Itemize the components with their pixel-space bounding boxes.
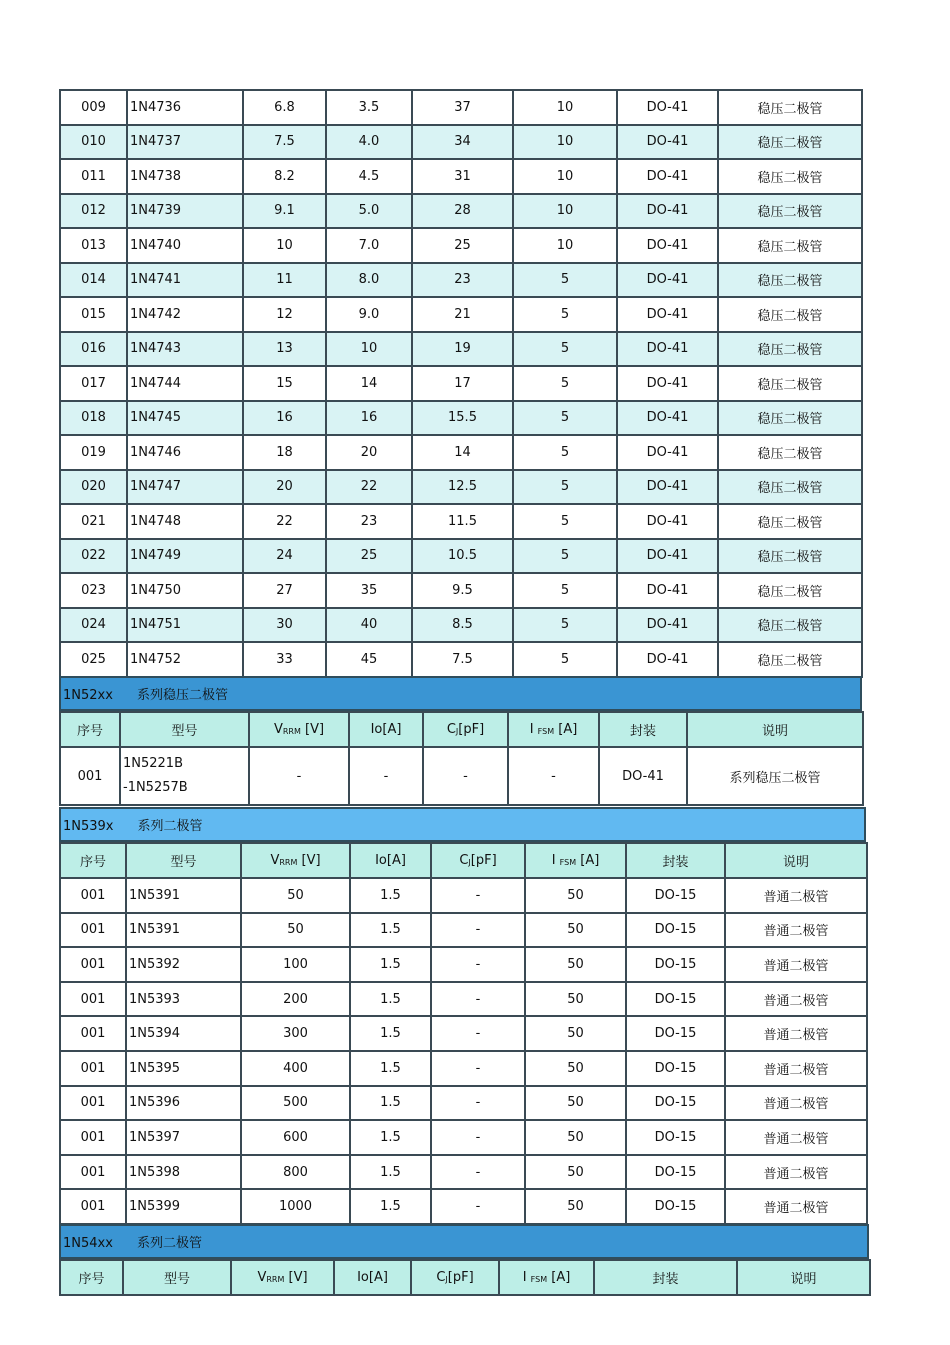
cell-c3: 37 (412, 90, 513, 125)
cell-c3: 25 (412, 228, 513, 263)
section-title: 系列二极管 (136, 1236, 202, 1251)
cell-c1: 10 (243, 228, 326, 263)
cell-pkg: DO-41 (599, 747, 687, 805)
table-row (60, 947, 867, 982)
cell-cj: - (423, 747, 508, 805)
header-row (60, 1260, 870, 1295)
cell-model: 1N5391 (126, 878, 241, 913)
table-row (60, 297, 862, 332)
table-row (60, 504, 862, 539)
cell-io: 1.5 (350, 1016, 431, 1051)
section-band (59, 1224, 869, 1259)
header-desc: 说明 (725, 843, 867, 878)
cell-cj: - (431, 878, 525, 913)
cell-c3: 34 (412, 125, 513, 160)
section-title: 系列二极管 (137, 819, 203, 834)
cell-no: 009 (60, 90, 127, 125)
table-row (60, 263, 862, 298)
cell-c4: 5 (513, 263, 617, 298)
cell-cj: - (431, 982, 525, 1017)
cell-ifsm: 50 (525, 1086, 626, 1121)
header-pkg: 封装 (626, 843, 725, 878)
section-1n539x (59, 807, 866, 1225)
table-row (60, 539, 862, 574)
cell-c2: 4.5 (326, 159, 412, 194)
cell-vrrm: 300 (241, 1016, 350, 1051)
cell-model: 1N4748 (127, 504, 243, 539)
header-no: 序号 (60, 712, 120, 747)
cell-c1: 24 (243, 539, 326, 574)
cell-no: 025 (60, 642, 127, 677)
table-row (60, 332, 862, 367)
cell-no: 021 (60, 504, 127, 539)
cell-desc: 稳压二极管 (718, 435, 862, 470)
cell-io: 1.5 (350, 1051, 431, 1086)
cell-no: 013 (60, 228, 127, 263)
table-row (60, 401, 862, 436)
cell-pkg: DO-41 (617, 332, 718, 367)
cell-desc: 普通二极管 (725, 982, 867, 1017)
cell-pkg: DO-41 (617, 263, 718, 298)
cell-no: 020 (60, 470, 127, 505)
cell-c2: 23 (326, 504, 412, 539)
cell-c1: 13 (243, 332, 326, 367)
table-row (60, 747, 863, 805)
cell-pkg: DO-15 (626, 1051, 725, 1086)
cell-model: 1N4737 (127, 125, 243, 160)
table-row (60, 470, 862, 505)
cell-ifsm: 50 (525, 913, 626, 948)
cell-no: 015 (60, 297, 127, 332)
cell-ifsm: 50 (525, 947, 626, 982)
cell-c4: 5 (513, 401, 617, 436)
cell-c1: 9.1 (243, 194, 326, 229)
cell-c1: 12 (243, 297, 326, 332)
header-ifsm: I $_{FSM}$ [A] (508, 712, 599, 747)
header-io: Io[A] (334, 1260, 411, 1295)
table-row (60, 125, 862, 160)
cell-pkg: DO-41 (617, 608, 718, 643)
cell-cj: - (431, 1016, 525, 1051)
cell-io: 1.5 (350, 1086, 431, 1121)
cell-cj: - (431, 1189, 525, 1224)
cell-pkg: DO-15 (626, 1155, 725, 1190)
section-prefix: 1N54xx (63, 1236, 113, 1251)
cell-c2: 22 (326, 470, 412, 505)
cell-cj: - (431, 1155, 525, 1190)
cell-desc: 稳压二极管 (718, 332, 862, 367)
cell-pkg: DO-41 (617, 435, 718, 470)
header-ifsm: I $_{FSM}$ [A] (525, 843, 626, 878)
cell-desc: 稳压二极管 (718, 608, 862, 643)
cell-c4: 5 (513, 332, 617, 367)
cell-c2: 4.0 (326, 125, 412, 160)
cell-c2: 16 (326, 401, 412, 436)
cell-vrrm: 1000 (241, 1189, 350, 1224)
table-row (60, 1086, 867, 1121)
cell-c2: 35 (326, 573, 412, 608)
cell-desc: 普通二极管 (725, 878, 867, 913)
table-row (60, 1051, 867, 1086)
cell-c4: 5 (513, 573, 617, 608)
cell-vrrm: 200 (241, 982, 350, 1017)
cell-pkg: DO-41 (617, 539, 718, 574)
cell-desc: 普通二极管 (725, 1155, 867, 1190)
table-row (60, 878, 867, 913)
header-row (60, 843, 867, 878)
table-row (60, 435, 862, 470)
cell-pkg: DO-15 (626, 1120, 725, 1155)
cell-desc: 稳压二极管 (718, 297, 862, 332)
cell-no: 017 (60, 366, 127, 401)
cell-pkg: DO-41 (617, 401, 718, 436)
cell-no: 023 (60, 573, 127, 608)
cell-desc: 稳压二极管 (718, 504, 862, 539)
cell-c4: 5 (513, 297, 617, 332)
cell-vrrm: 400 (241, 1051, 350, 1086)
cell-ifsm: 50 (525, 1051, 626, 1086)
cell-no: 001 (60, 1051, 126, 1086)
section-1n52xx (59, 676, 862, 806)
cell-c4: 10 (513, 125, 617, 160)
cell-c1: 8.2 (243, 159, 326, 194)
header-pkg: 封装 (599, 712, 687, 747)
cell-ifsm: 50 (525, 1189, 626, 1224)
cell-desc: 稳压二极管 (718, 194, 862, 229)
cell-ifsm: 50 (525, 1120, 626, 1155)
cell-model: 1N4743 (127, 332, 243, 367)
cell-c3: 12.5 (412, 470, 513, 505)
cell-vrrm: 100 (241, 947, 350, 982)
cell-pkg: DO-15 (626, 1086, 725, 1121)
header-cj: $C_J[pF]$ (423, 712, 508, 747)
cell-cj: - (431, 1086, 525, 1121)
cell-c4: 5 (513, 435, 617, 470)
cell-desc: 稳压二极管 (718, 539, 862, 574)
cell-io: 1.5 (350, 878, 431, 913)
cell-desc: 稳压二极管 (718, 159, 862, 194)
cell-desc: 稳压二极管 (718, 470, 862, 505)
cell-pkg: DO-41 (617, 159, 718, 194)
cell-c3: 17 (412, 366, 513, 401)
cell-model: 1N4741 (127, 263, 243, 298)
cell-no: 024 (60, 608, 127, 643)
cell-pkg: DO-15 (626, 1189, 725, 1224)
cell-c3: 19 (412, 332, 513, 367)
cell-pkg: DO-41 (617, 642, 718, 677)
cell-c3: 21 (412, 297, 513, 332)
cell-c2: 7.0 (326, 228, 412, 263)
cell-desc: 稳压二极管 (718, 228, 862, 263)
header-pkg: 封装 (594, 1260, 737, 1295)
cell-io: 1.5 (350, 1120, 431, 1155)
cell-vrrm: 50 (241, 878, 350, 913)
cell-cj: - (431, 947, 525, 982)
cell-no: 012 (60, 194, 127, 229)
cell-c2: 5.0 (326, 194, 412, 229)
table-row (60, 982, 867, 1017)
cell-pkg: DO-41 (617, 194, 718, 229)
cell-c2: 40 (326, 608, 412, 643)
table-row (60, 194, 862, 229)
cell-pkg: DO-41 (617, 125, 718, 160)
cell-desc: 稳压二极管 (718, 573, 862, 608)
header-vrrm: $V_{RRM}$ [V] (241, 843, 350, 878)
cell-no: 001 (60, 747, 120, 805)
cell-model: 1N4744 (127, 366, 243, 401)
cell-no: 001 (60, 982, 126, 1017)
cell-model: 1N5221B -1N5257B (120, 747, 249, 805)
cell-c4: 10 (513, 194, 617, 229)
cell-vrrm: - (249, 747, 349, 805)
cell-pkg: DO-15 (626, 982, 725, 1017)
cell-c3: 11.5 (412, 504, 513, 539)
cell-model: 1N4750 (127, 573, 243, 608)
cell-c2: 10 (326, 332, 412, 367)
cell-c1: 7.5 (243, 125, 326, 160)
header-no: 序号 (60, 843, 126, 878)
cell-c3: 7.5 (412, 642, 513, 677)
cell-desc: 普通二极管 (725, 1051, 867, 1086)
cell-desc: 稳压二极管 (718, 642, 862, 677)
cell-desc: 稳压二极管 (718, 90, 862, 125)
cell-desc: 稳压二极管 (718, 263, 862, 298)
cell-desc: 稳压二极管 (718, 401, 862, 436)
cell-io: 1.5 (350, 982, 431, 1017)
cell-model: 1N4740 (127, 228, 243, 263)
cell-cj: - (431, 913, 525, 948)
table-row (60, 90, 862, 125)
header-row (60, 712, 863, 747)
cell-c2: 14 (326, 366, 412, 401)
cell-c2: 3.5 (326, 90, 412, 125)
table-1n47xx (59, 89, 861, 678)
cell-model: 1N5394 (126, 1016, 241, 1051)
cell-pkg: DO-41 (617, 573, 718, 608)
cell-io: 1.5 (350, 1189, 431, 1224)
section-title: 系列稳压二极管 (136, 688, 228, 703)
table-row (60, 228, 862, 263)
cell-c4: 5 (513, 366, 617, 401)
header-desc: 说明 (737, 1260, 870, 1295)
cell-model: 1N5395 (126, 1051, 241, 1086)
cell-model: 1N4736 (127, 90, 243, 125)
cell-desc: 普通二极管 (725, 1189, 867, 1224)
header-io: Io[A] (350, 843, 431, 878)
cell-model: 1N4746 (127, 435, 243, 470)
cell-c4: 5 (513, 539, 617, 574)
cell-c1: 27 (243, 573, 326, 608)
cell-c2: 45 (326, 642, 412, 677)
cell-c2: 25 (326, 539, 412, 574)
cell-vrrm: 500 (241, 1086, 350, 1121)
cell-c4: 5 (513, 504, 617, 539)
cell-cj: - (431, 1051, 525, 1086)
cell-model: 1N4742 (127, 297, 243, 332)
cell-ifsm: 50 (525, 878, 626, 913)
section-band (59, 676, 862, 711)
cell-no: 022 (60, 539, 127, 574)
cell-pkg: DO-41 (617, 228, 718, 263)
cell-desc: 普通二极管 (725, 1016, 867, 1051)
table-row (60, 159, 862, 194)
cell-model: 1N4739 (127, 194, 243, 229)
header-desc: 说明 (687, 712, 863, 747)
cell-no: 014 (60, 263, 127, 298)
header-no: 序号 (60, 1260, 123, 1295)
cell-no: 001 (60, 913, 126, 948)
cell-c4: 5 (513, 642, 617, 677)
cell-vrrm: 800 (241, 1155, 350, 1190)
table-row (60, 1155, 867, 1190)
section-prefix: 1N539x (63, 819, 114, 834)
section-1n54xx (59, 1224, 869, 1296)
cell-desc: 系列稳压二极管 (687, 747, 863, 805)
cell-c1: 6.8 (243, 90, 326, 125)
cell-ifsm: 50 (525, 982, 626, 1017)
cell-pkg: DO-41 (617, 366, 718, 401)
cell-c3: 8.5 (412, 608, 513, 643)
table-row (60, 573, 862, 608)
cell-model: 1N4751 (127, 608, 243, 643)
cell-c2: 9.0 (326, 297, 412, 332)
cell-model: 1N5396 (126, 1086, 241, 1121)
header-cj: $C_J[pF]$ (411, 1260, 499, 1295)
cell-cj: - (431, 1120, 525, 1155)
cell-model: 1N5392 (126, 947, 241, 982)
cell-c4: 10 (513, 90, 617, 125)
cell-c1: 20 (243, 470, 326, 505)
cell-model: 1N5398 (126, 1155, 241, 1190)
cell-model: 1N5393 (126, 982, 241, 1017)
cell-io: 1.5 (350, 913, 431, 948)
cell-pkg: DO-15 (626, 947, 725, 982)
cell-c3: 15.5 (412, 401, 513, 436)
header-io: Io[A] (349, 712, 423, 747)
cell-c1: 30 (243, 608, 326, 643)
cell-c1: 16 (243, 401, 326, 436)
cell-c2: 20 (326, 435, 412, 470)
cell-ifsm: 50 (525, 1016, 626, 1051)
cell-c3: 23 (412, 263, 513, 298)
cell-c3: 31 (412, 159, 513, 194)
cell-model: 1N5399 (126, 1189, 241, 1224)
cell-desc: 普通二极管 (725, 1120, 867, 1155)
cell-desc: 普通二极管 (725, 1086, 867, 1121)
header-ifsm: I $_{FSM}$ [A] (499, 1260, 594, 1295)
table-row (60, 608, 862, 643)
table-row (60, 913, 867, 948)
cell-no: 018 (60, 401, 127, 436)
cell-io: - (349, 747, 423, 805)
cell-io: 1.5 (350, 947, 431, 982)
table-row (60, 642, 862, 677)
cell-c3: 9.5 (412, 573, 513, 608)
header-model: 型号 (120, 712, 249, 747)
cell-model: 1N4749 (127, 539, 243, 574)
table-row (60, 366, 862, 401)
cell-c1: 33 (243, 642, 326, 677)
cell-no: 001 (60, 1155, 126, 1190)
cell-no: 001 (60, 947, 126, 982)
cell-desc: 稳压二极管 (718, 366, 862, 401)
cell-pkg: DO-41 (617, 470, 718, 505)
cell-model: 1N4745 (127, 401, 243, 436)
cell-model: 1N4738 (127, 159, 243, 194)
cell-c4: 5 (513, 608, 617, 643)
cell-c4: 5 (513, 470, 617, 505)
cell-ifsm: - (508, 747, 599, 805)
cell-desc: 普通二极管 (725, 947, 867, 982)
cell-io: 1.5 (350, 1155, 431, 1190)
cell-model: 1N5397 (126, 1120, 241, 1155)
cell-c4: 10 (513, 228, 617, 263)
header-vrrm: $V_{RRM}$ [V] (249, 712, 349, 747)
cell-no: 019 (60, 435, 127, 470)
cell-pkg: DO-15 (626, 913, 725, 948)
cell-pkg: DO-41 (617, 90, 718, 125)
cell-pkg: DO-15 (626, 878, 725, 913)
cell-desc: 普通二极管 (725, 913, 867, 948)
header-model: 型号 (123, 1260, 231, 1295)
cell-pkg: DO-15 (626, 1016, 725, 1051)
cell-desc: 稳压二极管 (718, 125, 862, 160)
header-vrrm: $V_{RRM}$ [V] (231, 1260, 334, 1295)
cell-c3: 10.5 (412, 539, 513, 574)
cell-c3: 28 (412, 194, 513, 229)
cell-no: 011 (60, 159, 127, 194)
cell-model: 1N5391 (126, 913, 241, 948)
cell-vrrm: 600 (241, 1120, 350, 1155)
section-band (59, 807, 866, 842)
header-model: 型号 (126, 843, 241, 878)
cell-pkg: DO-41 (617, 297, 718, 332)
cell-ifsm: 50 (525, 1155, 626, 1190)
cell-pkg: DO-41 (617, 504, 718, 539)
cell-c1: 15 (243, 366, 326, 401)
cell-c1: 11 (243, 263, 326, 298)
cell-model: 1N4747 (127, 470, 243, 505)
table-row (60, 1120, 867, 1155)
cell-c2: 8.0 (326, 263, 412, 298)
cell-c4: 10 (513, 159, 617, 194)
cell-no: 001 (60, 1120, 126, 1155)
cell-vrrm: 50 (241, 913, 350, 948)
cell-c3: 14 (412, 435, 513, 470)
cell-c1: 18 (243, 435, 326, 470)
cell-no: 001 (60, 1189, 126, 1224)
table-row (60, 1016, 867, 1051)
section-prefix: 1N52xx (63, 688, 113, 703)
cell-no: 001 (60, 878, 126, 913)
table-row (60, 1189, 867, 1224)
cell-no: 001 (60, 1086, 126, 1121)
cell-no: 001 (60, 1016, 126, 1051)
header-cj: $C_J[pF]$ (431, 843, 525, 878)
cell-c1: 22 (243, 504, 326, 539)
cell-no: 016 (60, 332, 127, 367)
cell-no: 010 (60, 125, 127, 160)
cell-model: 1N4752 (127, 642, 243, 677)
